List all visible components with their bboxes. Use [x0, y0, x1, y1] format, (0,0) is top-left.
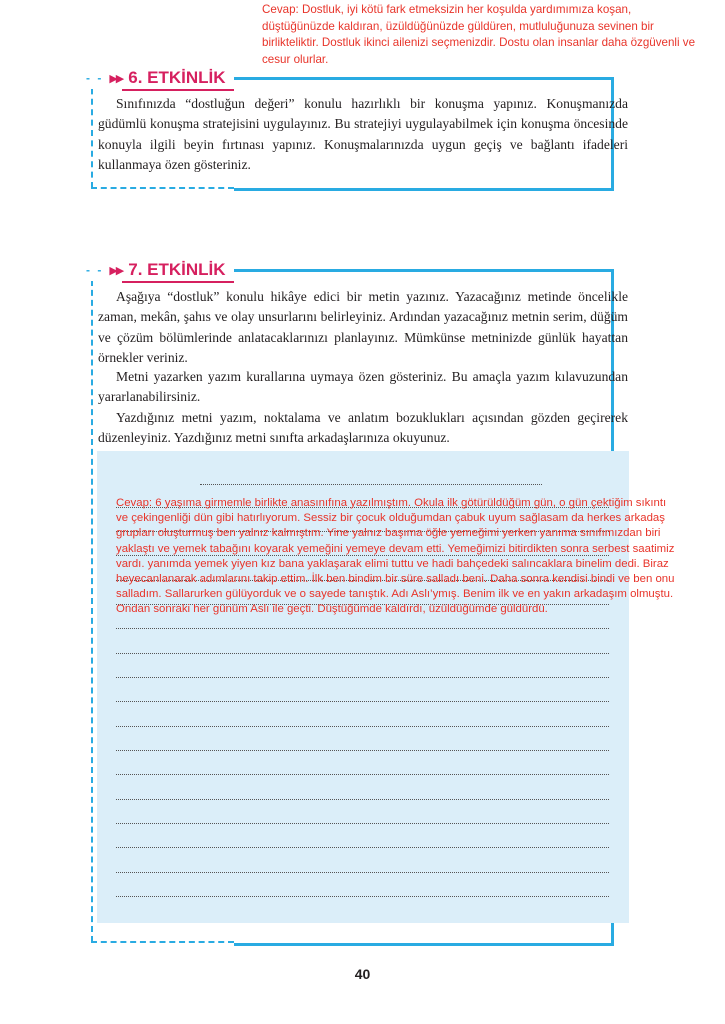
activity-7-paragraph-2: Metni yazarken yazım kurallarına uymaya özen gösteriniz. Bu amaçla yazım kılavuzundan yararlanabilirsiniz.	[98, 369, 628, 405]
writing-line	[116, 896, 609, 897]
answer-story-text: Cevap: 6 yaşıma girmemle birlikte anasınıfına yazılmıştım. Okula ilk götürüldüğüm gün, o gün çektiğim sıkıntı ve çekingenliği dün gibi hatırlıyorum. Sessiz bir çocuk olduğumdan çabuk uyum sağlasam da herkes arkadaş grupları oluşturmuş ben yalnız kalmıştım. Yine yalnız başıma öğle yemeğimi yerken yanıma sınıfımızdan biri yaklaştı ve yemek tabağını koyarak yemeğini yemeye devam etti. Yemeğimizi bitirdikten sonra serbest saatimiz vardı. yanımda yemek yiyen kız bana yaklaşarak elimi tuttu ve hadi bahçedeki salıncaklara binelim dedi. Biraz heyecanlanarak adımlarını takip ettim. İlk ben bindim bir süre salladı beni. Daha sonra kendisi bindi ve ben onu salladım. Sallarurken gülüyorduk ve o sayede tanıştık. Adı Aslı’ymış. Benim ilk ve en yakın arkadaşım olmuştu. Ondan sonraki her günüm Aslı ile geçti. Düştüğümde kaldırdı, üzüldüğümde güldürdü.	[116, 497, 675, 616]
activity-7-frame-left	[91, 270, 93, 942]
activity-6-title-underline	[122, 89, 234, 91]
writing-line	[200, 484, 542, 485]
double-arrow-icon: ▶▶	[109, 264, 123, 277]
double-arrow-icon: ▶▶	[109, 72, 123, 85]
writing-line	[116, 750, 609, 751]
writing-line	[116, 872, 609, 873]
writing-line	[116, 677, 609, 678]
writing-line	[116, 774, 609, 775]
activity-7-heading	[84, 259, 230, 281]
activity-6-text: Sınıfınızda “dostluğun değeri” konulu hazırlıklı bir konuşma yapınız. Konuşmanızda güdümlü konuşma stratejisini uygulayınız. Bu stratejiyi uygulayabilmek için konuşma öncesinde konuyla ilgili beyin fırtınası yapınız. Konuşmalarınızda uygun geçiş ve bağlantı ifadeleri kullanmaya özen gösteriniz.	[98, 96, 628, 172]
activity-7-paragraph-3: Yazdığınız metni yazım, noktalama ve anlatım bozuklukları açısından gözden geçirerek düzenleyiniz. Yazdığınız metni sınıfta arkadaşlarınıza okuyunuz.	[98, 410, 628, 446]
activity-6-frame-bottom	[91, 187, 234, 189]
page-number: 40	[354, 966, 371, 982]
activity-6-title: 6. ETKİNLİK	[128, 68, 226, 87]
activity-7-frame-bottom	[91, 941, 234, 943]
writing-line	[116, 799, 609, 800]
activity-7-title: 7. ETKİNLİK	[128, 260, 226, 279]
writing-line	[116, 628, 609, 629]
activity-6-frame-left	[91, 78, 93, 188]
writing-line	[116, 653, 609, 654]
writing-line	[116, 823, 609, 824]
writing-line	[116, 701, 609, 702]
writing-line	[116, 847, 609, 848]
activity-6-heading	[84, 67, 230, 89]
activity-7-title-underline	[122, 281, 234, 283]
answer-note-top: Cevap: Dostluk, iyi kötü fark etmeksizin her koşulda yardımımıza koşan, düştüğünüzde kaldıran, üzüldüğünüzde güldüren, mutluluğunuza sevinen bir birlikteliktir. Dostluk ikinci ailenizi seçmenizdir. Dostu olan insanlar daha özgüvenli ve cesur olurlar.	[262, 3, 696, 66]
dash-decoration-icon: - -	[86, 71, 104, 85]
dash-decoration-icon: - -	[86, 263, 104, 277]
activity-7-paragraph-1: Aşağıya “dostluk” konulu hikâye edici bir metin yazınız. Yazacağınız metinde öncelikle zaman, mekân, şahıs ve olay unsurlarını belirleyiniz. Ardından yazacağınız metnin serim, düğüm ve çözüm bölümlerinde anlatacaklarınızı planlayınız. Mümkünse metninizde günlük hayattan örnekler veriniz.	[98, 289, 628, 365]
writing-line	[116, 726, 609, 727]
